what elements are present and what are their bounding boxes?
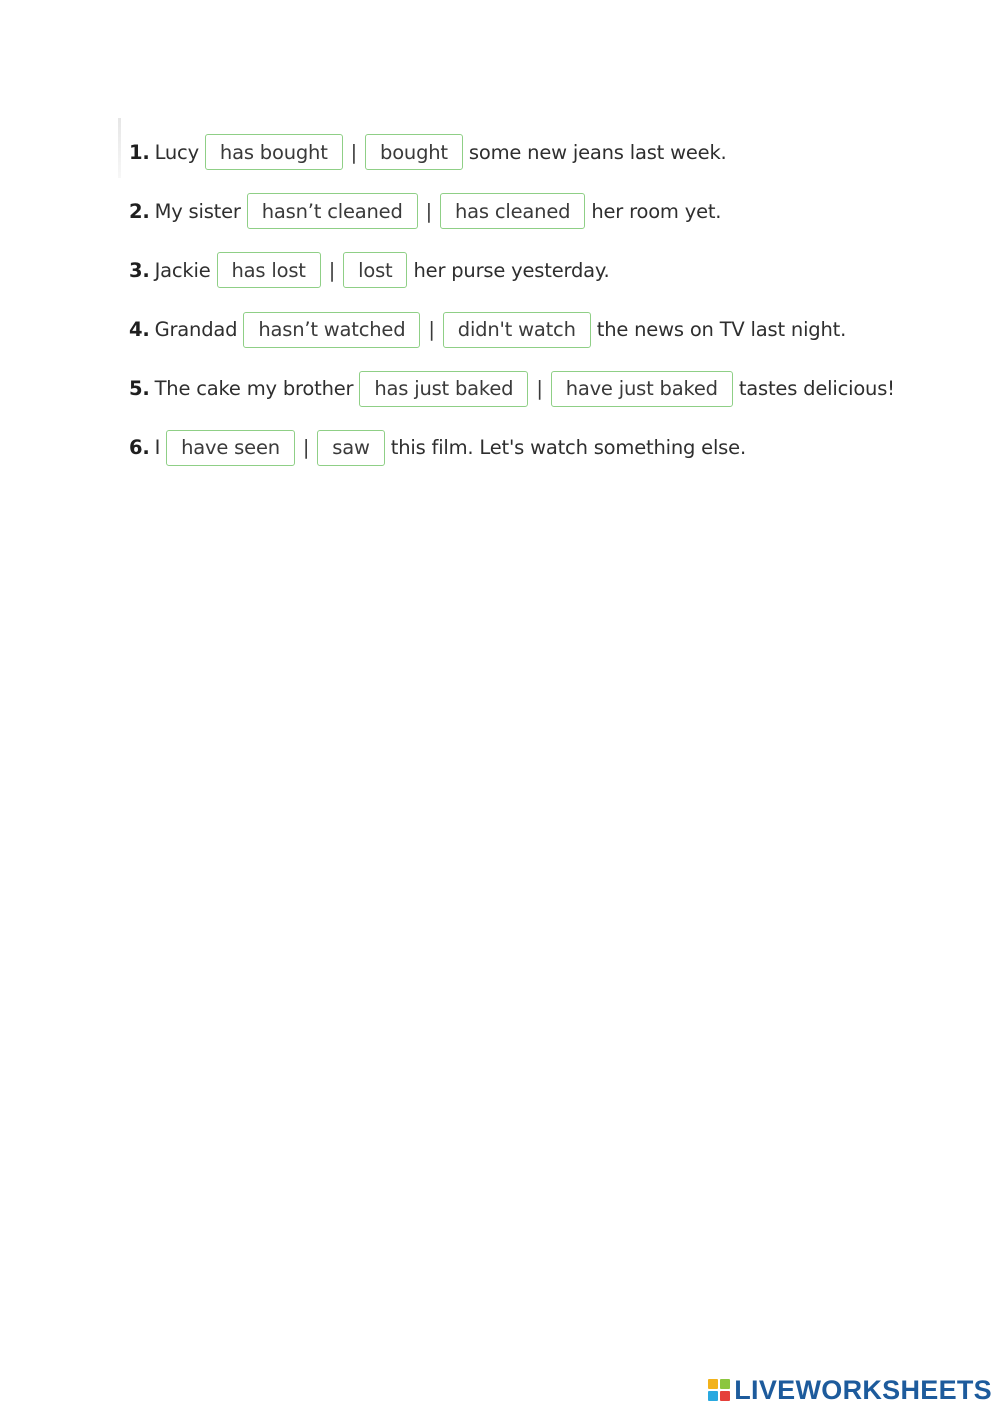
sentence-end: her room yet. [591, 199, 722, 223]
choice-option-b[interactable]: has cleaned [440, 193, 585, 229]
exercise-list [129, 130, 969, 485]
choice-separator: | [428, 318, 435, 342]
exercise-item [129, 426, 969, 470]
item-number: 1. [129, 140, 150, 164]
sentence-end: tastes delicious! [738, 377, 895, 401]
choice-separator: | [328, 258, 336, 282]
choice-option-a[interactable]: has lost [217, 252, 321, 288]
sentence-end: this film. Let's watch something else. [390, 436, 746, 460]
choice-option-b[interactable]: lost [343, 252, 407, 288]
item-number: 4. [129, 318, 150, 342]
choice-option-a[interactable]: has bought [205, 134, 343, 170]
liveworksheets-logo-icon [708, 1379, 730, 1401]
choice-separator: | [302, 436, 310, 460]
sentence-end: her purse yesterday. [413, 258, 610, 282]
item-number: 2. [129, 199, 150, 223]
exercise-item [129, 189, 969, 233]
sentence-end: some new jeans last week. [468, 140, 727, 164]
sentence-start: Lucy [154, 140, 199, 164]
choice-option-a[interactable]: has just baked [359, 371, 528, 407]
choice-option-b[interactable]: have just baked [551, 371, 733, 407]
item-number: 5. [129, 377, 150, 401]
choice-option-b[interactable]: bought [365, 134, 463, 170]
sentence-end: the news on TV last night. [596, 318, 847, 342]
choice-option-a[interactable]: hasn’t watched [243, 312, 420, 348]
choice-option-b[interactable]: saw [317, 430, 384, 466]
exercise-item [129, 248, 969, 292]
liveworksheets-logo [708, 1375, 992, 1405]
item-number: 3. [129, 258, 150, 282]
choice-separator: | [350, 140, 358, 164]
logo-text: LIVEWORKSHEETS [734, 1374, 992, 1405]
logo-tile [708, 1379, 718, 1389]
sentence-start: My sister [154, 199, 241, 223]
item-number: 6. [129, 436, 150, 460]
logo-tile [708, 1391, 718, 1401]
choice-option-a[interactable]: have seen [166, 430, 295, 466]
page-edge-mark [118, 118, 121, 178]
sentence-start: The cake my brother [154, 377, 354, 401]
choice-separator: | [536, 377, 543, 401]
logo-tile [720, 1391, 730, 1401]
sentence-start: I [154, 436, 161, 460]
choice-option-b[interactable]: didn't watch [443, 312, 591, 348]
choice-option-a[interactable]: hasn’t cleaned [247, 193, 418, 229]
exercise-item [129, 308, 969, 352]
sentence-start: Jackie [154, 258, 211, 282]
sentence-start: Grandad [154, 318, 238, 342]
exercise-item [129, 130, 969, 174]
exercise-item [129, 367, 969, 411]
choice-separator: | [425, 199, 433, 223]
logo-tile [720, 1379, 730, 1389]
